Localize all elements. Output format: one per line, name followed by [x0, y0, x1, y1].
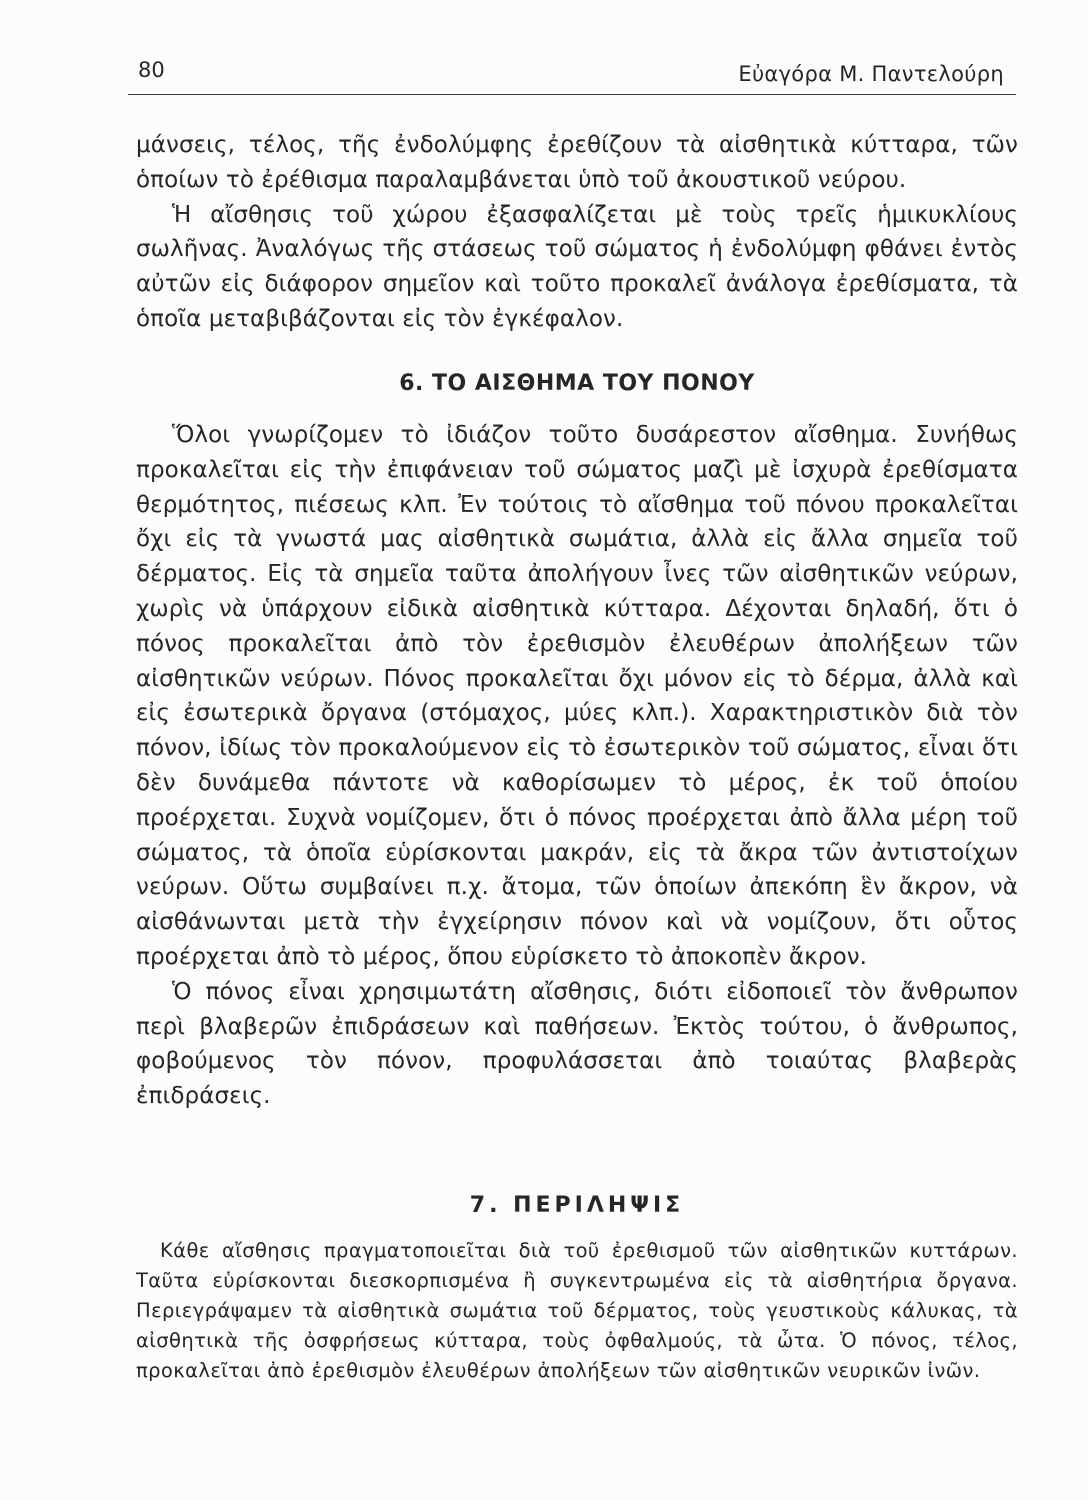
intro-block [136, 128, 1018, 337]
section-7-heading: 7. ΠΕΡΙΛΗΨΙΣ [469, 1193, 685, 1218]
paragraph-continuation: μάνσεις, τέλος, τῆς ἐνδολύμφης ἐρεθίζουν τὰ αἰσθητικὰ κύτταρα, τῶν ὁποίων τὸ ἐρέθισμα παραλαμβάνεται ὑπὸ τοῦ ἀκουστικοῦ νεύρου. [136, 132, 1018, 193]
paragraph-space-sense: Ἡ αἴσθησις τοῦ χώρου ἐξασφαλίζεται μὲ τοὺς τρεῖς ἡμικυκλίους σωλῆνας. Ἀναλόγως τῆς στάσεως τοῦ σώματος ἡ ἐνδολύμφη φθάνει ἐντὸς αὐτῶν εἰς διάφορον σημεῖον καὶ τοῦτο προκαλεῖ ἀνάλογα ἐρεθίσματα, τὰ ὁποῖα μεταβιβάζονται εἰς τὸν ἐγκέφαλον. [136, 201, 1018, 332]
section-6-heading: 6. ΤΟ ΑΙΣΘΗΜΑ ΤΟΥ ΠΟΝΟΥ [399, 371, 755, 396]
page-number: 80 [138, 58, 165, 82]
author-name: Εὐαγόρα Μ. Παντελούρη [738, 62, 1004, 86]
section-6-body [136, 418, 1018, 1114]
summary-paragraph: Κάθε αἴσθησις πραγματοποιεῖται διὰ τοῦ ἐρεθισμοῦ τῶν αἰσθητικῶν κυττάρων. Ταῦτα εὑρίσκονται διεσκορπισμένα ἢ συγκεντρωμένα εἰς τὰ αἰσθητήρια ὄργανα. Περιεγράψαμεν τὰ αἰσθητικὰ σωμάτια τοῦ δέρματος, τοὺς γευστικοὺς κάλυκας, τὰ αἰσθητικὰ τῆς ὀσφρήσεως κύτταρα, τοὺς ὀφθαλμούς, τὰ ὦτα. Ὁ πόνος, τέλος, προκαλεῖται ἀπὸ ἐρεθισμὸν ἐλευθέρων ἀπολήξεων τῶν αἰσθητικῶν νευρικῶν ἰνῶν. [136, 1239, 1018, 1382]
running-header [128, 58, 1016, 95]
paragraph-pain-usefulness: Ὁ πόνος εἶναι χρησιμωτάτη αἴσθησις, διότι εἰδοποιεῖ τὸν ἄνθρωπον περὶ βλαβερῶν ἐπιδράσεων καὶ παθήσεων. Ἐκτὸς τούτου, ὁ ἄνθρωπος, φοβούμενος τὸν πόνον, προφυλάσσεται ἀπὸ τοιαύτας βλαβερὰς ἐπιδράσεις. [136, 978, 1018, 1110]
section-7-body [136, 1236, 1018, 1386]
paragraph-pain-sense: Ὅλοι γνωρίζομεν τὸ ἰδιάζον τοῦτο δυσάρεστον αἴσθημα. Συνήθως προκαλεῖται εἰς τὴν ἐπιφάνειαν τοῦ σώματος μαζὶ μὲ ἰσχυρὰ ἐρεθίσματα θερμότητος, πιέσεως κλπ. Ἐν τούτοις τὸ αἴσθημα τοῦ πόνου προκαλεῖται ὄχι εἰς τὰ γνωστά μας αἰσθητικὰ σωμάτια, ἀλλὰ εἰς ἄλλα σημεῖα τοῦ δέρματος. Εἰς τὰ σημεῖα ταῦτα ἀπολήγουν ἶνες τῶν αἰσθητικῶν νεύρων, χωρὶς νὰ ὑπάρχουν εἰδικὰ αἰσθητικὰ κύτταρα. Δέχονται δηλαδή, ὅτι ὁ πόνος προκαλεῖται ἀπὸ τὸν ἐρεθισμὸν ἐλευθέρων ἀπολήξεων τῶν αἰσθητικῶν νεύρων. Πόνος προκαλεῖται ὄχι μόνον εἰς τὸ δέρμα, ἀλλὰ καὶ εἰς ἐσωτερικὰ ὄργανα (στόμαχος, μύες κλπ.). Χαρακτηριστικὸν διὰ τὸν πόνον, ἰδίως τὸν προκαλούμενον εἰς τὸ ἐσωτερικὸν τοῦ σώματος, εἶναι ὅτι δὲν δυνάμεθα πάντοτε νὰ καθορίσωμεν τὸ μέρος, ἐκ τοῦ ὁποίου προέρχεται. Συχνὰ νομίζομεν, ὅτι ὁ πόνος προέρχεται ἀπὸ ἄλλα μέρη τοῦ σώματος, τὰ ὁποῖα εὑρίσκονται μακράν, εἰς τὰ ἄκρα τῶν ἀντιστοίχων νεύρων. Οὕτω συμβαίνει π.χ. ἄτομα, τῶν ὁποίων ἀπεκόπη ἓν ἄκρον, νὰ αἰσθάνωνται μετὰ τὴν ἐγχείρησιν πόνον καὶ νὰ νομίζουν, ὅτι οὗτος προέρχεται ἀπὸ τὸ μέρος, ὅπου εὑρίσκετο τὸ ἀποκοπὲν ἄκρον. [136, 422, 1018, 970]
